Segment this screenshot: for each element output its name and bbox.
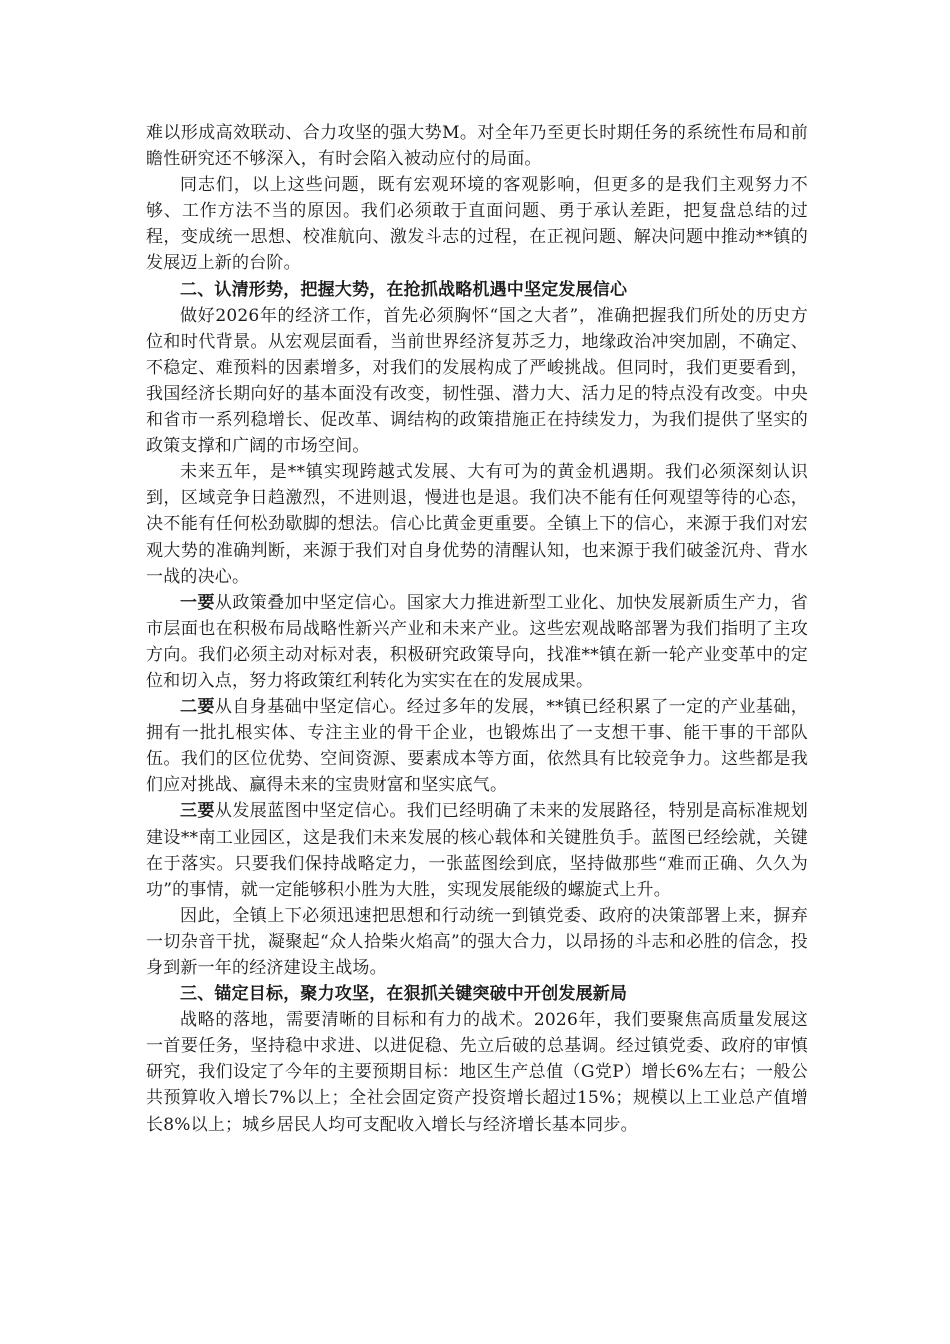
paragraph — [146, 798, 808, 902]
paragraph — [146, 694, 808, 798]
section-heading: 二、认清形势，把握大势，在抢抓战略机遇中坚定发展信心 — [180, 279, 628, 300]
lead-phrase: 二要 — [180, 697, 215, 718]
paragraph: 做好2026年的经济工作，首先必须胸怀“国之大者”，准确把握我们所处的历史方位和时代背景。从宏观层面看，当前世界经济复苏乏力，地缘政治冲突加剧，不确定、不稳定、难预料的因素增多，对我们的发展构成了严峻挑战。但同时，我们更要看到，我国经济长期向好的基本面没有改变，韧性强、潜力大、活力足的特点没有改变。中央和省市一系列稳增长、促改革、调结构的政策措施正在持续发力，为我们提供了坚实的政策支撑和广阔的市场空间。 — [146, 305, 808, 457]
paragraph — [146, 590, 808, 694]
lead-phrase: 三要 — [180, 801, 215, 822]
paragraph-body: 从政策叠加中坚定信心。国家大力推进新型工业化、加快发展新质生产力，省市层面也在积极布局战略性新兴产业和未来产业。这些宏观战略部署为我们指明了主攻方向。我们必须主动对标对表，积极研究政策导向，找准**镇在新一轮产业变革中的定位和切入点，努力将政策红利转化为实实在在的发展成果。 — [146, 592, 808, 691]
paragraph: 因此，全镇上下必须迅速把思想和行动统一到镇党委、政府的决策部署上来，摒弃一切杂音干扰，凝聚起“众人拾柴火焰高”的强大合力，以昂扬的斗志和必胜的信念，投身到新一年的经济建设主战场。 — [146, 905, 808, 978]
paragraph: 未来五年，是**镇实现跨越式发展、大有可为的黄金机遇期。我们必须深刻认识到，区域竞争日趋激烈，不进则退，慢进也是退。我们决不能有任何观望等待的心态，决不能有任何松劲歇脚的想法。信心比黄金更重要。全镇上下的信心，来源于我们对宏观大势的准确判断，来源于我们对自身优势的清醒认知，也来源于我们破釜沉舟、背水一战的决心。 — [146, 462, 808, 587]
paragraph: 战略的落地，需要清晰的目标和有力的战术。2026年，我们要聚焦高质量发展这一首要任务，坚持稳中求进、以进促稳、先立后破的总基调。经过镇党委、政府的审慎研究，我们设定了今年的主要预期目标：地区生产总值（G党P）增长6%左右；一般公共预算收入增长7%以上；全社会固定资产投资增长超过15%；规模以上工业总产值增长8%以上；城乡居民人均可支配收入增长与经济增长基本同步。 — [146, 1010, 808, 1135]
section-heading: 三、锚定目标，聚力攻坚，在狠抓关键突破中开创发展新局 — [180, 984, 628, 1005]
paragraph-body: 从自身基础中坚定信心。经过多年的发展，**镇已经积累了一定的产业基础，拥有一批扎根实体、专注主业的骨干企业，也锻炼出了一支想干事、能干事的干部队伍。我们的区位优势、空间资源、要素成本等方面，依然具有比较竞争力。这些都是我们应对挑战、赢得未来的宝贵财富和坚实底气。 — [146, 697, 809, 796]
document-page — [146, 120, 808, 1138]
paragraph: 同志们，以上这些问题，既有宏观环境的客观影响，但更多的是我们主观努力不够、工作方法不当的原因。我们必须敢于直面问题、勇于承认差距，把复盘总结的过程，变成统一思想、校准航向、激发斗志的过程，在正视问题、解决问题中推动**镇的发展迈上新的台阶。 — [146, 175, 808, 274]
paragraph: 难以形成高效联动、合力攻坚的强大势M。对全年乃至更长时期任务的系统性布局和前瞻性研究还不够深入，有时会陷入被动应付的局面。 — [146, 123, 808, 170]
paragraph-body: 从发展蓝图中坚定信心。我们已经明确了未来的发展路径，特别是高标准规划建设**南工业园区，这是我们未来发展的核心载体和关键胜负手。蓝图已经绘就，关键在于落实。只要我们保持战略定力，一张蓝图绘到底，坚持做那些“难而正确、久久为功”的事情，就一定能够积小胜为大胜，实现发展能级的螺旋式上升。 — [146, 801, 808, 900]
lead-phrase: 一要 — [180, 592, 215, 613]
